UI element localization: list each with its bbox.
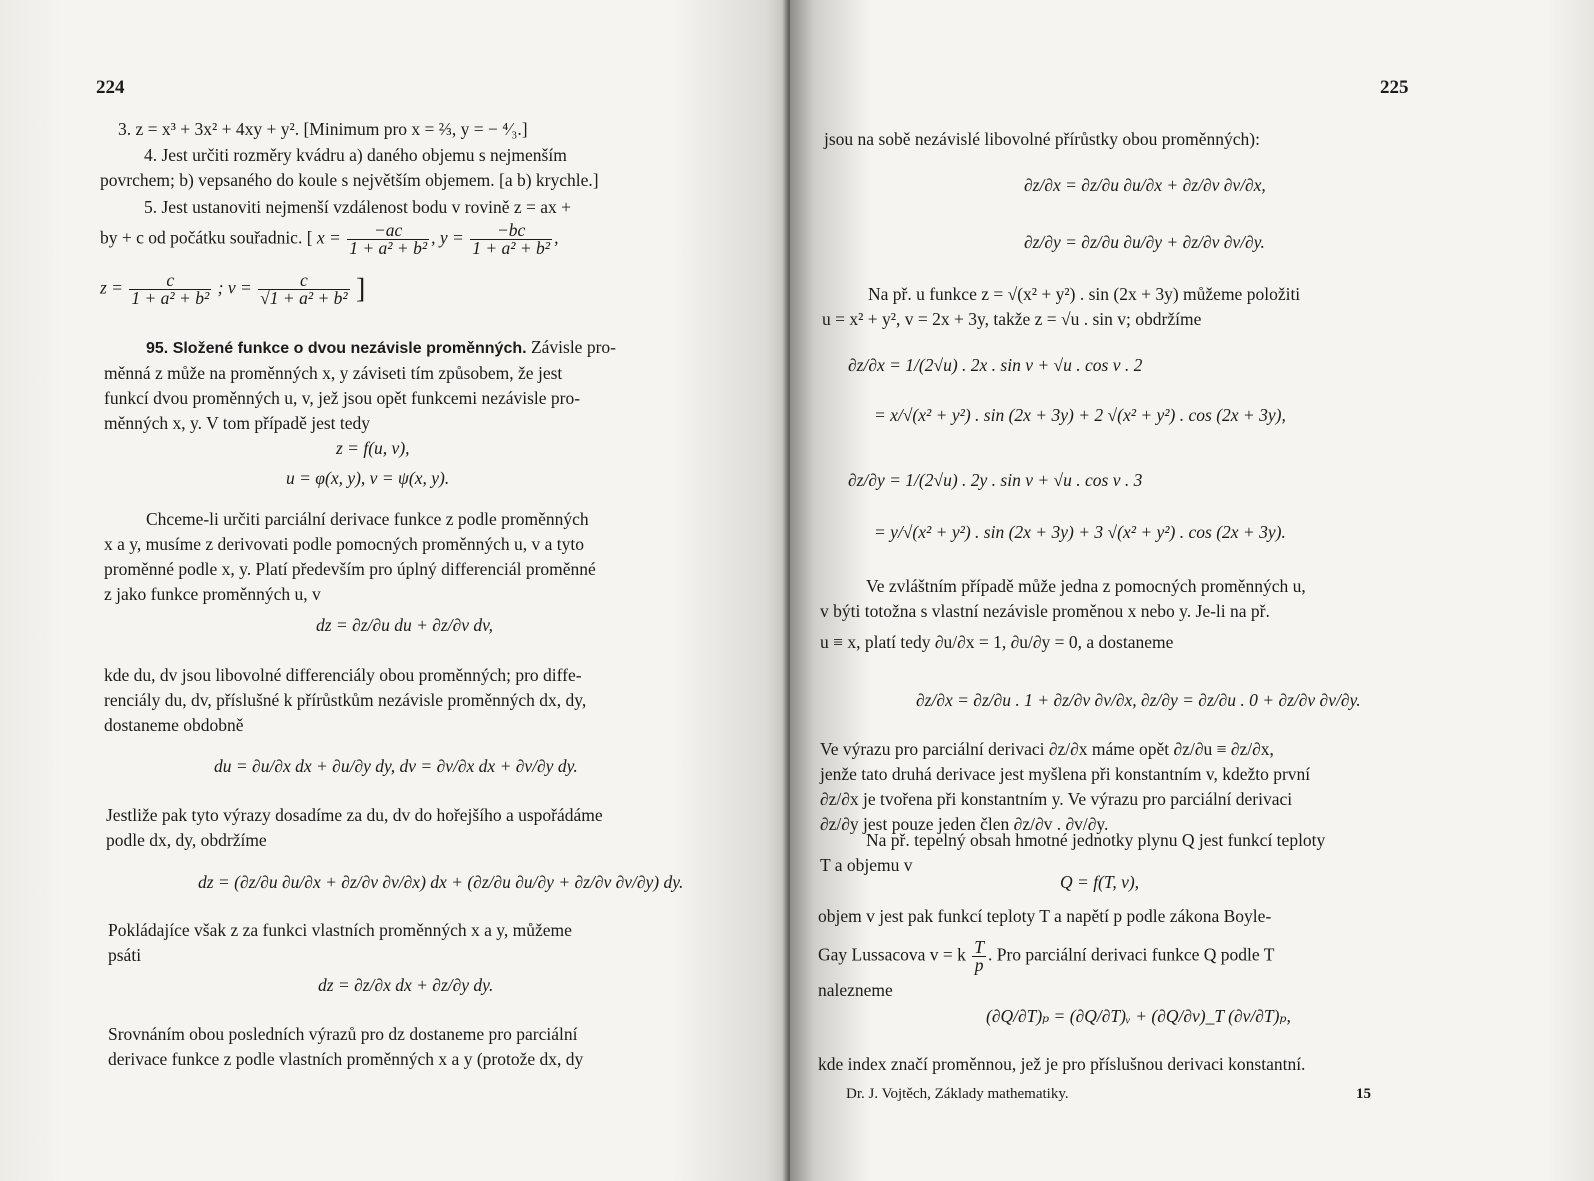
fraction-y: $\frac{-bc}{\text{1 + a² + b²}}$ <box>472 220 551 258</box>
paragraph-special-case: Ve zvláštním případě může jedna z pomocných proměnných u, v býti totožna s vlastní nezávisle proměnou x nebo y. Je-li na př. u ≡ x, platí tedy ∂u/∂x = 1, ∂u/∂y = 0, a dostaneme <box>820 576 1306 652</box>
paragraph-substitution: Jestliže pak tyto výrazy dosadíme za du, dv do hořejšího a uspořádáme podle dx, dy, obdržíme <box>106 805 603 850</box>
example-dz-dx-line2: = x/√(x² + y²) . sin (2x + 3y) + 2 √(x² + y²) . cos (2x + 3y), <box>874 405 1286 425</box>
paragraph-index-meaning: kde index značí proměnnou, jež je pro příslušnou derivaci konstantní. <box>818 1054 1306 1074</box>
fraction-v: $\frac{c}{\text{√1 + a² + b²}}$ <box>260 270 348 308</box>
paragraph-heat-content: Na př. tepelný obsah hmotné jednotky plynu Q jest funkcí teploty T a objemu v <box>820 830 1326 875</box>
right-page <box>790 0 1594 1181</box>
fraction-T-over-p: $\frac{T}{p}$ <box>974 937 984 975</box>
equation-dz-dy-chain: ∂z/∂y = ∂z/∂u ∂u/∂y + ∂z/∂v ∂v/∂y. <box>1024 232 1265 252</box>
paragraph-comparison: Srovnáním obou posledních výrazů pro dz dostaneme pro parciální derivace funkce z podle vlastních proměnných x a y (protože dx, dy <box>108 1024 584 1069</box>
page-number-left: 224 <box>96 77 125 98</box>
equation-dz-dx-chain: ∂z/∂x = ∂z/∂u ∂u/∂x + ∂z/∂v ∂v/∂x, <box>1024 175 1266 195</box>
section-heading: 95. Složené funkce o dvou nezávisle proměnných. <box>146 340 527 357</box>
equation-du-dv: du = ∂u/∂x dx + ∂u/∂y dy, dv = ∂v/∂x dx + ∂v/∂y dy. <box>214 756 578 776</box>
example-dz-dy-line1: ∂z/∂y = 1/(2√u) . 2y . sin v + √u . cos v . 3 <box>848 470 1143 490</box>
footer-sheet-number: 15 <box>1356 1086 1371 1102</box>
paragraph-independent-increments: jsou na sobě nezávislé libovolné přírůstky obou proměnných): <box>824 129 1260 149</box>
equation-special-case: ∂z/∂x = ∂z/∂u . 1 + ∂z/∂v ∂v/∂x, ∂z/∂y = ∂z/∂u . 0 + ∂z/∂v ∂v/∂y. <box>916 690 1361 710</box>
paragraph-own-variables: Pokládajíce však z za funkci vlastních proměnných x a y, můžeme psáti <box>108 920 572 965</box>
exercise-5-formula-line2: z = $\frac{c}{\text{1 + a² + b²}}$ ; v = $\frac{c}{\text{√1 + a² + b²}}$ ] <box>100 270 366 308</box>
paragraph-differentials: kde du, dv jsou libovolné differenciály obou proměnných; pro diffe- renciály du, dv, příslušné k přírůstkům nezávisle proměnných dx, dy, dostaneme obdobně <box>104 665 587 735</box>
equation-u-phi: u = φ(x, y), v = ψ(x, y). <box>286 468 450 488</box>
equation-z-f: z = f(u, v), <box>336 438 410 458</box>
equation-dz-uv: dz = ∂z/∂u du + ∂z/∂v dv, <box>316 615 493 635</box>
fraction-x: $\frac{-ac}{\text{1 + a² + b²}}$ <box>349 220 428 258</box>
footer-author: Dr. J. Vojtěch, Základy mathematiky. <box>846 1086 1069 1102</box>
exercise-4: 4. Jest určiti rozměry kvádru a) daného objemu s nejmenším povrchem; b) vepsaného do koule s největším objemem. [a b) krychle.] <box>100 145 599 190</box>
equation-Q: Q = f(T, v), <box>1060 872 1140 892</box>
equation-dz-expanded: dz = (∂z/∂u ∂u/∂x + ∂z/∂v ∂v/∂x) dx + (∂z/∂u ∂u/∂y + ∂z/∂v ∂v/∂y) dy. <box>198 872 684 892</box>
page-number-right: 225 <box>1380 77 1409 98</box>
paragraph-boyle-gay-lussac: objem v jest pak funkcí teploty T a napětí p podle zákona Boyle- Gay Lussacova v = k $\frac{T}{p}$ . Pro parciální derivaci funkce Q podle T nalezneme <box>818 906 1275 1000</box>
paragraph-example-function: Na př. u funkce z = √(x² + y²) . sin (2x + 3y) můžeme položiti u = x² + y², v = 2x + 3y, takže z = √u . sin v; obdržíme <box>822 284 1301 329</box>
left-page <box>0 0 790 1181</box>
paragraph-partial-remark: Ve výrazu pro parciální derivaci ∂z/∂x máme opět ∂z/∂u ≡ ∂z/∂x, jenže tato druhá derivace jest myšlena při konstantním v, kdežto první ∂z/∂x je tvořena při konstantním y. Ve výrazu pro parciální derivaci ∂z/∂y jest pouze jeden člen ∂z/∂v . ∂v/∂y. <box>820 739 1311 834</box>
equation-Q-partial: (∂Q/∂T)ₚ = (∂Q/∂T)ᵥ + (∂Q/∂v)_T (∂v/∂T)ₚ, <box>986 1006 1291 1026</box>
exercise-5-formula-line1: by + c od počátku souřadnic. [ x = $\frac{-ac}{\text{1 + a² + b²}}$ , y = $\frac{-bc}{\text{1 + a² + b²}}$ , <box>100 220 559 258</box>
example-dz-dx-line1: ∂z/∂x = 1/(2√u) . 2x . sin v + √u . cos v . 2 <box>848 355 1143 375</box>
section-95: 95. Složené funkce o dvou nezávisle proměnných. Závisle pro- měnná z může na proměnných x, y záviseti tím způsobem, že jest funkcí dvou proměnných u, v, jež jsou opět funkcemi nezávisle pro- měnných x, y. V tom případě jest tedy <box>104 337 616 433</box>
exercise-3: 3. z = x³ + 3x² + 4xy + y². [Minimum pro x = ⅔, y = − ⁴⁄₃.] <box>118 119 528 139</box>
paragraph-partial-derivatives: Chceme-li určiti parciální derivace funkce z podle proměnných x a y, musíme z derivovati podle pomocných proměnných u, v a tyto proměnné podle x, y. Platí především pro úplný differenciál proměnné z jako funkce proměnných u, v <box>104 509 596 604</box>
fraction-z: $\frac{c}{\text{1 + a² + b²}}$ <box>131 270 210 308</box>
equation-dz-xy: dz = ∂z/∂x dx + ∂z/∂y dy. <box>318 975 494 995</box>
example-dz-dy-line2: = y/√(x² + y²) . sin (2x + 3y) + 3 √(x² + y²) . cos (2x + 3y). <box>874 522 1286 542</box>
exercise-5: 5. Jest ustanoviti nejmenší vzdálenost bodu v rovině z = ax + <box>144 197 572 217</box>
